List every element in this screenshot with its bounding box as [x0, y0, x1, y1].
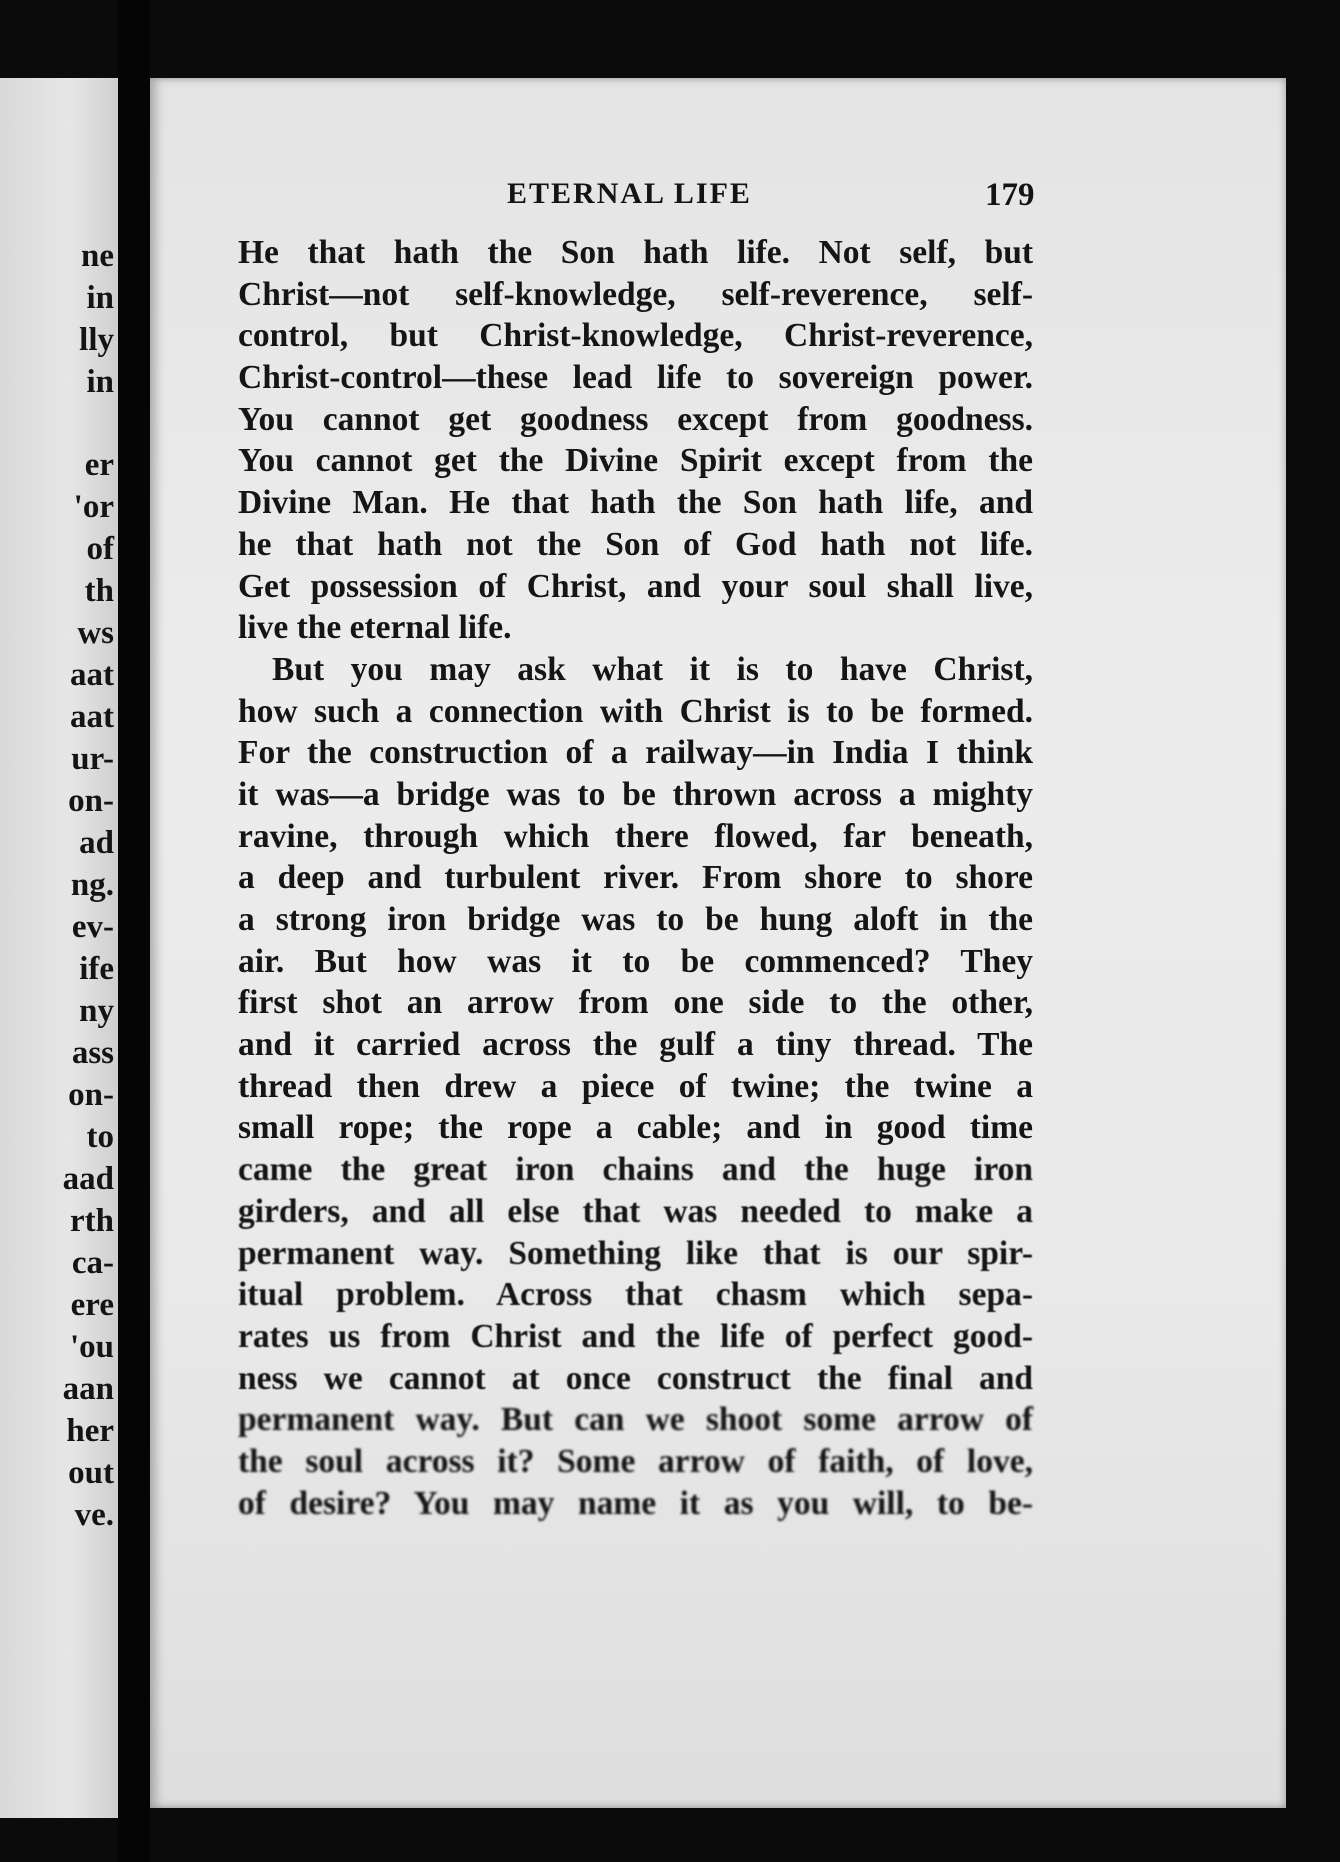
left-page-text-fragment: er [84, 447, 114, 483]
running-head: ETERNAL LIFE [507, 177, 752, 210]
text-line: first shot an arrow from one side to the other, [238, 984, 1033, 1022]
text-line: permanent way. Something like that is our spir- [238, 1234, 1033, 1272]
text-line: a strong iron bridge was to be hung aloft in the [238, 901, 1033, 938]
text-line: small rope; the rope a cable; and in good time [238, 1109, 1033, 1147]
left-page-text-fragment: 'or [73, 489, 114, 525]
left-page-text-fragment: th [84, 573, 114, 609]
left-page-text-fragment: lly [79, 322, 114, 358]
left-page-text-fragment: ve. [74, 1497, 114, 1533]
left-page-text-fragment: on- [68, 1077, 114, 1113]
left-page-text-fragment: ere [70, 1287, 114, 1323]
left-page-text-fragment: 'ou [69, 1329, 114, 1365]
page-number: 179 [985, 177, 1035, 213]
text-line: Christ-control—these lead life to sovereign power. [238, 359, 1033, 397]
text-line: he that hath not the Son of God hath not life. [238, 525, 1033, 563]
text-line: You cannot get the Divine Spirit except from the [238, 442, 1033, 480]
left-page-text-fragment: ws [77, 615, 114, 651]
text-line: He that hath the Son hath life. Not self, but [238, 234, 1033, 271]
left-page-fragment [0, 78, 118, 1818]
text-line: But you may ask what it is to have Christ, [272, 650, 1033, 688]
text-line: it was—a bridge was to be thrown across a mighty [238, 775, 1033, 813]
text-line: of desire? You may name it as you will, to be- [238, 1484, 1033, 1522]
left-page-text-fragment: ny [79, 993, 114, 1029]
text-line: came the great iron chains and the huge iron [238, 1151, 1033, 1189]
body-text [238, 232, 1033, 1524]
text-line: rates us from Christ and the life of perfect good- [238, 1317, 1033, 1355]
left-page-text-fragment: on- [68, 783, 114, 819]
text-line: live the eternal life. [238, 609, 512, 647]
text-line: girders, and all else that was needed to make a [238, 1192, 1033, 1230]
left-page-text-fragment: ad [79, 825, 114, 861]
text-line: ravine, through which there flowed, far beneath, [238, 817, 1033, 855]
text-line: Christ—not self-knowledge, self-reverence, self- [238, 275, 1033, 313]
left-page-text-fragment: rth [70, 1203, 114, 1239]
text-line: permanent way. But can we shoot some arrow of [238, 1401, 1033, 1439]
text-line: the soul across it? Some arrow of faith, of love, [238, 1442, 1033, 1480]
left-page-text-fragment: out [68, 1455, 114, 1491]
text-line: For the construction of a railway—in India I think [238, 734, 1033, 772]
left-page-text-fragment: aat [70, 699, 114, 735]
left-page-text-fragment: ur- [71, 741, 114, 777]
page-gutter [118, 0, 150, 1862]
text-line: and it carried across the gulf a tiny thread. The [238, 1026, 1033, 1064]
left-page-text-fragment: in [86, 280, 114, 316]
left-page-text-fragment: ife [79, 951, 114, 987]
text-line: Get possession of Christ, and your soul shall live, [238, 567, 1033, 605]
left-page-text-fragment: ev- [71, 909, 114, 945]
text-line: itual problem. Across that chasm which sepa- [238, 1276, 1033, 1314]
text-line: how such a connection with Christ is to be formed. [238, 692, 1033, 730]
left-page-text-fragment: to [86, 1119, 114, 1155]
text-line: ness we cannot at once construct the final and [238, 1359, 1033, 1397]
text-line: a deep and turbulent river. From shore to shore [238, 859, 1033, 897]
left-page-text-fragment: ass [71, 1035, 114, 1071]
left-page-text-fragment: aat [70, 657, 114, 693]
text-line: air. But how was it to be commenced? They [238, 942, 1033, 980]
left-page-text-fragment: aad [62, 1161, 114, 1197]
left-page-text-fragment: of [86, 531, 114, 567]
left-page-text-fragment: her [66, 1413, 114, 1449]
left-page-text-fragment: ng. [70, 867, 114, 903]
text-line: thread then drew a piece of twine; the twine a [238, 1067, 1033, 1105]
left-page-text-fragment: in [86, 364, 114, 400]
text-line: You cannot get goodness except from goodness. [238, 400, 1033, 438]
text-line: control, but Christ-knowledge, Christ-reverence, [238, 317, 1033, 355]
left-page-text-fragment: ne [81, 238, 114, 274]
text-line: Divine Man. He that hath the Son hath life, and [238, 484, 1033, 522]
left-page-text-fragment: aan [62, 1371, 114, 1407]
left-page-text-fragment: ca- [71, 1245, 114, 1281]
